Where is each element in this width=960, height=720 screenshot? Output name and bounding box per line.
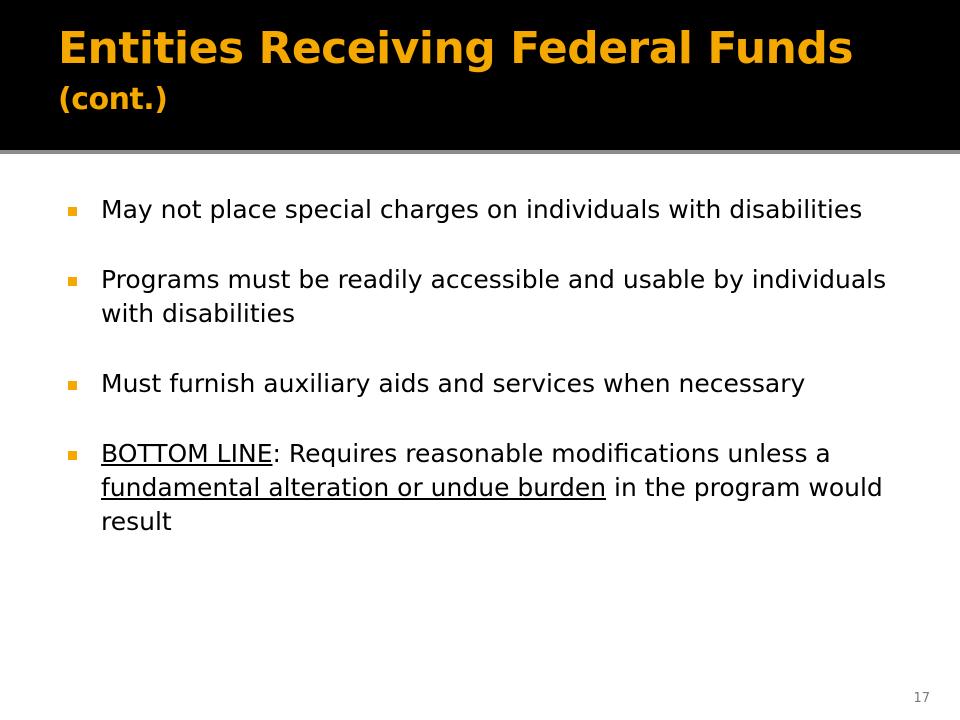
emphasis-text: fundamental alteration or undue burden: [101, 473, 607, 502]
bullet-text: Programs must be readily accessible and usable by individuals with disabilities: [101, 265, 887, 328]
bullet-item: [68, 263, 888, 331]
bullet-text: May not place special charges on individuals with disabilities: [101, 195, 863, 224]
bottom-line-label: BOTTOM LINE: [101, 439, 273, 468]
slide-title-continued: (cont.): [58, 82, 168, 117]
bullet-text: Must furnish auxiliary aids and services when necessary: [101, 369, 806, 398]
bullet-item: [68, 367, 888, 401]
page-number: 17: [913, 691, 930, 706]
bullet-item: [68, 193, 888, 227]
square-bullet-icon: [68, 207, 77, 216]
bullet-text-tail: in the program would result: [101, 473, 883, 536]
square-bullet-icon: [68, 381, 77, 390]
slide-title-main: Entities Receiving Federal Funds: [58, 23, 854, 74]
title-divider: [0, 150, 960, 154]
bullet-list: [68, 193, 888, 575]
square-bullet-icon: [68, 277, 77, 286]
square-bullet-icon: [68, 451, 77, 460]
slide-title: [58, 20, 938, 122]
bullet-item-bottom-line: [68, 437, 888, 539]
bullet-text: : Requires reasonable modifications unless a: [272, 439, 831, 468]
